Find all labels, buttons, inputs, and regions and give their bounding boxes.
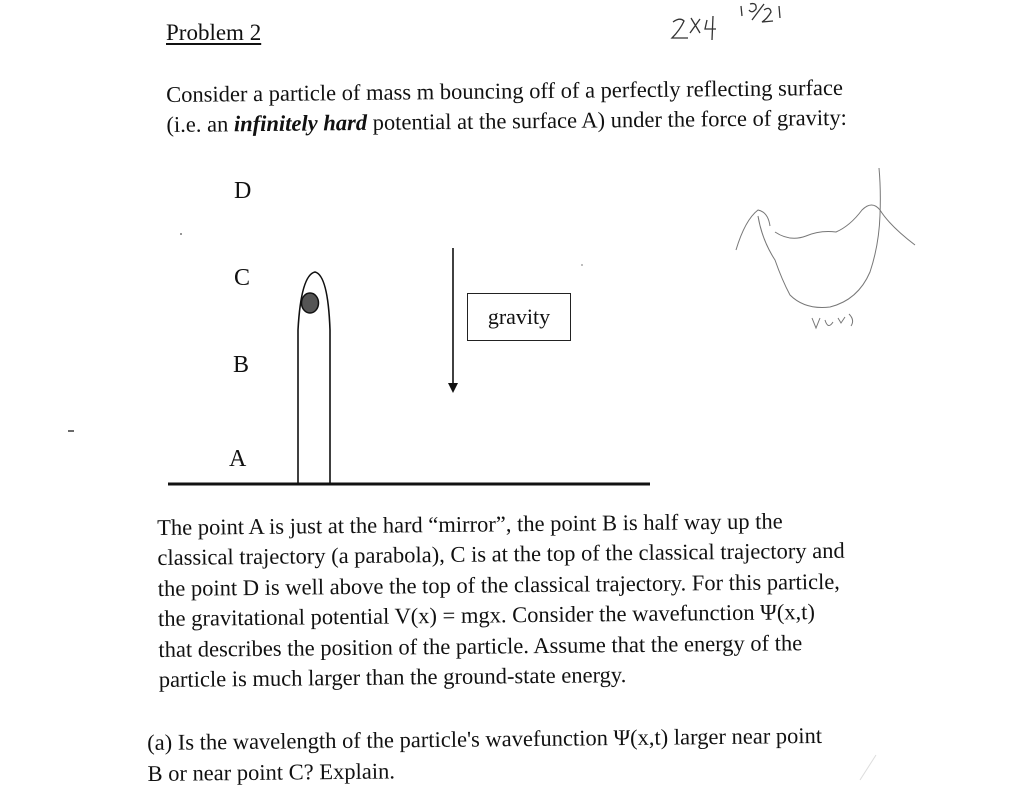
gravity-label-box — [467, 293, 571, 341]
description-line: classical trajectory (a parabola), C is at the top of the classical trajectory and — [157, 538, 845, 571]
description-paragraph — [157, 505, 959, 696]
description-line: the point D is well above the top of the classical trajectory. For this particle, — [157, 568, 840, 601]
gravity-arrow-head — [448, 383, 458, 393]
point-label-d: D — [234, 178, 252, 204]
intro-emphasis: infinitely hard — [233, 109, 368, 137]
problem-title: Problem 2 — [166, 20, 262, 45]
gravity-label: gravity — [487, 304, 551, 329]
description-line: The point A is just at the hard “mirror”, the point B is half way up the — [157, 508, 783, 540]
intro-text — [166, 72, 947, 140]
stray-dot — [581, 264, 583, 266]
description-line: that describes the position of the particle. Assume that the energy of the — [158, 629, 803, 662]
point-label-a: A — [229, 446, 247, 472]
intro-line-1: Consider a particle of mass m bouncing off of a perfectly reflecting surface — [166, 74, 844, 107]
description-line: the gravitational potential V(x) = mgx. Consider the wavefunction Ψ(x,t) — [157, 599, 816, 632]
handwritten-mark-left — [672, 16, 716, 40]
intro-line-2-start: (i.e. an — [166, 111, 235, 137]
question-line: B or near point C? Explain. — [147, 758, 396, 786]
question-a — [147, 719, 948, 789]
handwritten-mark-right — [741, 4, 780, 22]
intro-line-2-end: potential at the surface A) under the force of gravity: — [366, 104, 847, 135]
point-label-b: B — [233, 352, 250, 378]
question-line: (a) Is the wavelength of the particle's wavefunction Ψ(x,t) larger near point — [147, 722, 823, 755]
description-line: particle is much larger than the ground-state energy. — [158, 662, 627, 693]
stray-dot — [180, 233, 182, 235]
particle — [302, 293, 319, 313]
point-label-c: C — [234, 265, 251, 291]
